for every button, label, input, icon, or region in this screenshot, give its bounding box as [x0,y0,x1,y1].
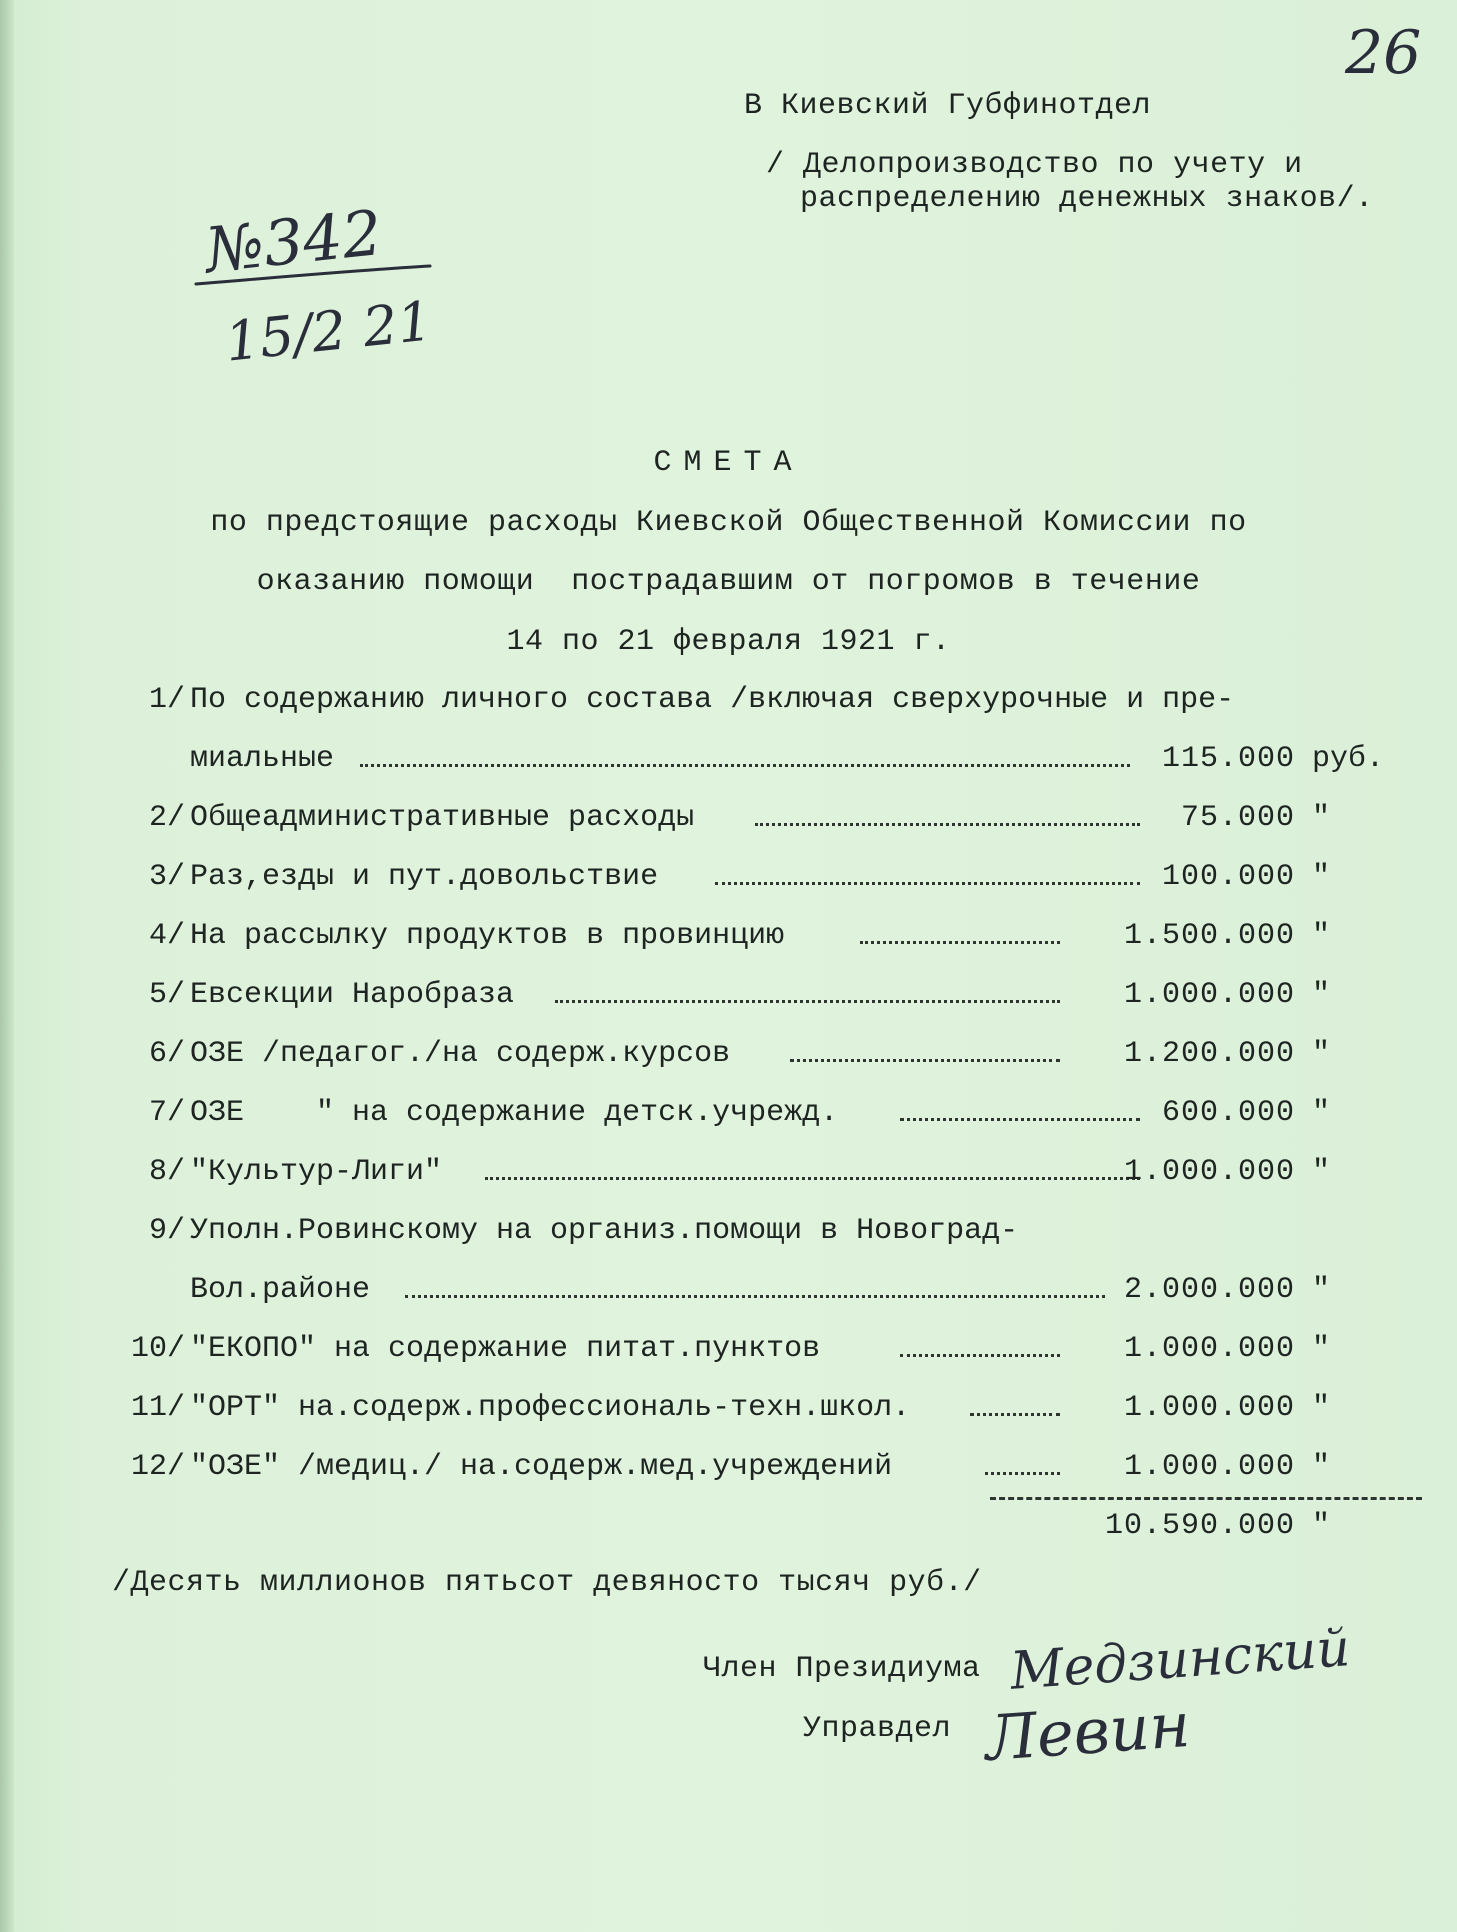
item-label: Уполн.Ровинскому на организ.помощи в Новоград- [190,1214,1019,1248]
item-label: По содержанию личного состава /включая сверхурочные и пре- [190,683,1235,717]
leader-dots [405,1295,1105,1298]
item-label: ОЗЕ " на содержание детск.учрежд. [190,1096,839,1130]
item-number: 2/ [148,801,185,835]
leader-dots [555,1000,1060,1003]
document-title: СМЕТА [653,446,804,480]
item-amount: 2.000.000 [1123,1273,1295,1307]
item-unit: " [1312,860,1331,894]
item-unit: " [1312,978,1331,1012]
item-number: 12/ [130,1450,185,1484]
item-amount: 1.000.000 [1123,1332,1295,1366]
item-unit: руб. [1312,742,1385,776]
item-amount: 1.000.000 [1123,1155,1295,1189]
item-amount: 115.000 [1161,742,1295,776]
leader-dots [860,941,1060,944]
item-number: 1/ [148,683,185,717]
leader-dots [985,1472,1060,1475]
subtitle-line-1: по предстоящие расходы Киевской Общественной Комиссии по [210,506,1247,540]
leader-dots [360,764,1130,767]
subtitle-line-3: 14 по 21 февраля 1921 г. [506,625,951,659]
item-amount: 1.200.000 [1123,1037,1295,1071]
item-unit: " [1312,1391,1331,1425]
item-number: 6/ [148,1037,185,1071]
leader-dots [790,1059,1060,1062]
total-unit: " [1312,1509,1331,1543]
leader-dots [900,1354,1060,1357]
item-unit: " [1312,801,1331,835]
address-line-2: / Делопроизводство по учету и [766,148,1303,182]
item-number: 11/ [130,1391,185,1425]
item-number: 9/ [148,1214,185,1248]
item-label-continued: миальные [190,742,335,776]
item-amount: 1.000.000 [1123,1391,1295,1425]
item-amount: 600.000 [1161,1096,1295,1130]
item-label-continued: Вол.районе [190,1273,371,1307]
item-number: 10/ [130,1332,185,1366]
item-number: 7/ [148,1096,185,1130]
leader-dots [970,1413,1060,1416]
item-unit: " [1312,1450,1331,1484]
item-label: "ОРТ" на.содерж.профессиональ-техн.школ. [190,1391,911,1425]
item-number: 4/ [148,919,185,953]
registration-date: 15/2 21 [222,289,435,374]
item-label: Раз,езды и пут.довольствие [190,860,659,894]
item-label: Евсекции Наробраза [190,978,515,1012]
subtitle-line-2: оказанию помощи пострадавшим от погромов в течение [256,565,1201,599]
item-label: Общеадминистративные расходы [190,801,695,835]
item-label: "ЕКОПО" на содержание питат.пунктов [190,1332,821,1366]
page-edge [0,0,14,1932]
item-amount: 1.000.000 [1123,978,1295,1012]
manager-title: Управдел [803,1712,952,1746]
item-unit: " [1312,1155,1331,1189]
item-number: 8/ [148,1155,185,1189]
page-number: 26 [1345,18,1422,88]
item-amount: 75.000 [1180,801,1295,835]
item-label: "ОЗЕ" /медиц./ на.содерж.мед.учреждений [190,1450,893,1484]
total-in-words: /Десять миллионов пятьсот девяносто тысяч руб./ [112,1566,982,1600]
address-line-3: распределению денежных знаков/. [800,182,1374,216]
item-unit: " [1312,1037,1331,1071]
total-amount: 10.590.000 [1104,1509,1295,1543]
item-label: "Культур-Лиги" [190,1155,443,1189]
item-unit: " [1312,1096,1331,1130]
item-amount: 1.500.000 [1123,919,1295,953]
item-number: 3/ [148,860,185,894]
address-line-1: В Киевский Губфинотдел [744,89,1152,123]
member-signature: Медзинский [1008,1618,1352,1702]
member-title: Член Президиума [703,1652,981,1686]
item-amount: 1.000.000 [1123,1450,1295,1484]
leader-dots [485,1177,1140,1180]
manager-signature: Левин [982,1687,1193,1776]
item-unit: " [1312,1332,1331,1366]
item-number: 5/ [148,978,185,1012]
total-rule [990,1497,1422,1500]
item-label: ОЗЕ /педагог./на содерж.курсов [190,1037,731,1071]
item-unit: " [1312,1273,1331,1307]
item-amount: 100.000 [1161,860,1295,894]
registration-underline [190,262,440,292]
item-unit: " [1312,919,1331,953]
item-label: На рассылку продуктов в провинцию [190,919,785,953]
registration-number: №342 [201,195,386,288]
